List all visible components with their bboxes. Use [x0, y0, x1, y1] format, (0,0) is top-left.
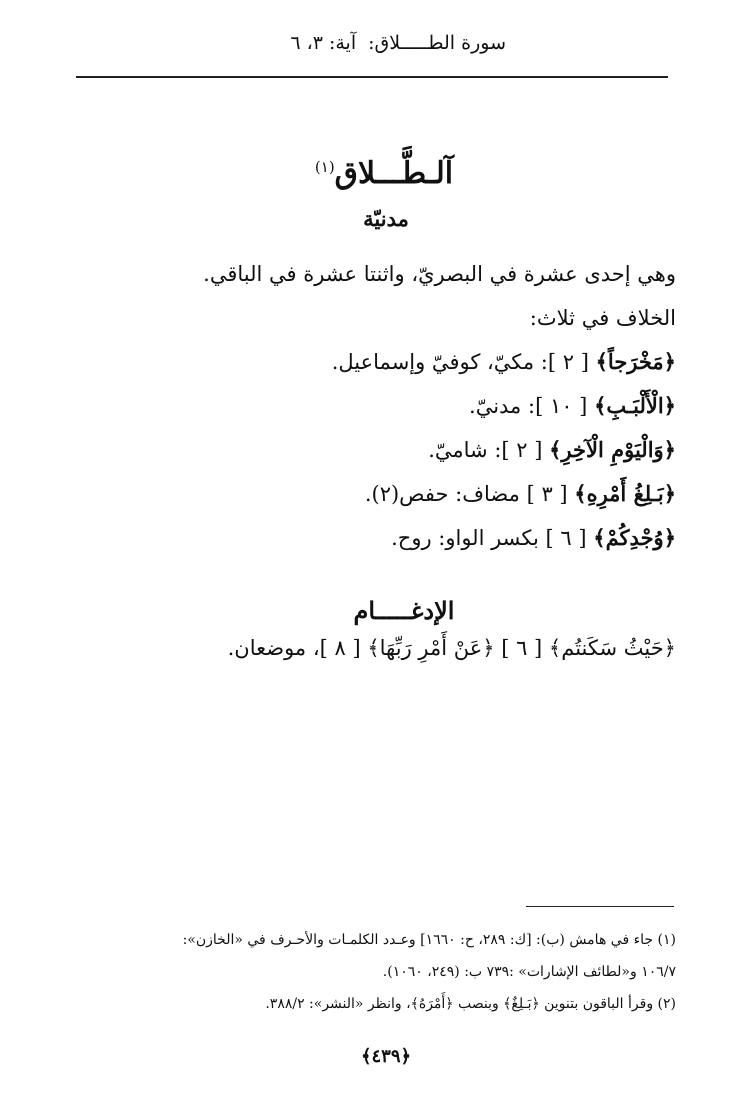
idgham-text: ﴿حَيْثُ سَكَنتُم﴾ [ ٦ ] ﴿عَنْ أَمْرِ رَبِّهَا﴾ [ ٨ ]، موضعان. [227, 636, 676, 660]
footnote-2: (٢) وقرأ الباقون بتنوين ﴿بَـلِغٌ﴾ وبنصب ﴿أَمْرَهُ﴾، وانظر «النشر»: ٣٨٨/٢. [265, 996, 676, 1012]
entry-note: بكسر الواو: روح. [391, 526, 539, 550]
page-number: ﴿٤٣٩﴾ [360, 1046, 412, 1067]
entry-note: : مدنيّ. [469, 394, 536, 418]
quran-word: ﴿الْأَلْبَـبِ﴾ [594, 393, 676, 418]
header-ayah-label: آية: ٣، ٦ [290, 32, 357, 54]
verse-ref: [ ٣ ] [526, 482, 568, 506]
running-header [290, 32, 506, 54]
body-text [86, 252, 676, 560]
quran-word: ﴿وَالْيَوْمِ الْآخِرِ﴾ [549, 437, 676, 462]
dispute-entry [86, 428, 676, 472]
footnotes [76, 924, 676, 1020]
dispute-entry [86, 516, 676, 560]
footnote-mark: (١) [314, 158, 335, 176]
quran-word: ﴿وُجْدِكُمْ﴾ [593, 525, 676, 550]
surah-name: آلـطَّـــلاق [334, 156, 454, 191]
verse-ref: [ ٢ ] [547, 350, 589, 374]
entry-note: مضاف: حفص(٢). [364, 482, 520, 506]
quran-word: ﴿مَخْرَجاً﴾ [595, 349, 676, 374]
dispute-entry [86, 384, 676, 428]
dispute-intro-line: الخلاف في ثلاث: [529, 306, 676, 330]
verse-ref: [ ٢ ] [501, 438, 543, 462]
footnote-divider [526, 906, 674, 907]
surah-title [0, 156, 752, 191]
verse-ref: [ ١٠ ] [535, 394, 588, 418]
surah-type: مدنيّة [363, 206, 409, 231]
dispute-entry [86, 472, 676, 516]
quran-word: ﴿بَـلِغُ أَمْرِهِ﴾ [574, 481, 676, 506]
dispute-entry [86, 340, 676, 384]
footnote-1: (١) جاء في هامش (ب): [ك: ٢٨٩، ح: ١٦٦٠] وعـدد الكلمـات والأحـرف في «الخازن»: [182, 932, 676, 948]
verse-ref: [ ٦ ] [545, 526, 587, 550]
idgham-heading: الإدغـــــام [353, 596, 455, 625]
header-divider [76, 76, 668, 78]
header-surah-label: سورة الطـــــلاق: [368, 32, 506, 54]
verse-count-line: وهي إحدى عشرة في البصريّ، واثنتا عشرة في الباقي. [203, 262, 676, 286]
entry-note: : مكيّ، كوفيّ وإسماعيل. [331, 350, 548, 374]
entry-note: : شاميّ. [428, 438, 502, 462]
footnote-1-continued: ١٠٦/٧ و«لطائف الإشارات» :٧٣٩ ب: (٢٤٩، ١٠٦٠). [382, 964, 676, 980]
